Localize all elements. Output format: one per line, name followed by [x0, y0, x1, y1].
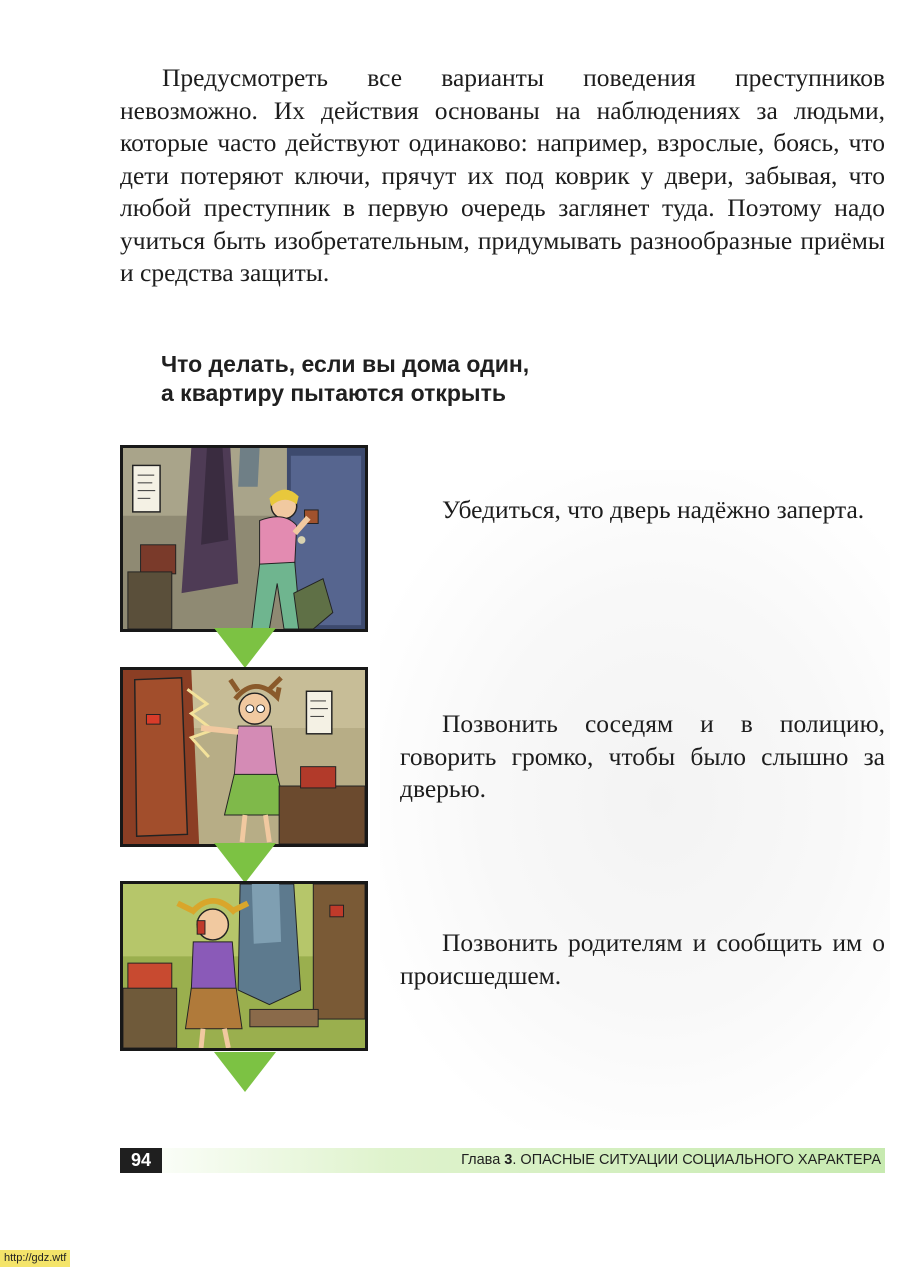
intro-paragraph-text: Предусмотреть все варианты поведения преступников невозможно. Их действия основаны на наблюдениях за людьми, которые часто действуют одинаково: например, взрослые, боясь, что дети потеряют ключи, прячут их под коврик у двери, забывая, что любой преступник в первую очередь заглянет туда. Поэтому надо учиться быть изобретательным, придумывать разнообразные приёмы и средства защиты. [120, 63, 885, 287]
step-2-text [400, 708, 885, 806]
watermark-link[interactable]: http://gdz.wtf [0, 1250, 70, 1267]
down-arrow-icon-2 [214, 843, 276, 883]
section-heading-line-1: Что делать, если вы дома один, [161, 351, 530, 377]
section-heading-line-2: а квартиру пытаются открыть [161, 380, 506, 406]
chapter-title [461, 1148, 881, 1173]
step-1-text [400, 494, 885, 527]
intro-paragraph [120, 62, 885, 290]
chapter-prefix: Глава [461, 1152, 505, 1168]
step-2-label: Позвонить соседям и в полицию, говорить громко, чтобы было слышно за дверью. [400, 709, 885, 803]
down-arrow-icon-3 [214, 1052, 276, 1092]
chapter-name: . ОПАСНЫЕ СИТУАЦИИ СОЦИАЛЬНОГО ХАРАКТЕРА [512, 1152, 881, 1168]
chapter-number: 3 [504, 1152, 513, 1168]
page-number: 94 [120, 1148, 162, 1173]
step-1-label: Убедиться, что дверь надёжно заперта. [442, 495, 865, 524]
illustration-call-parents [120, 881, 368, 1051]
step-3-label: Позвонить родителям и сообщить им о происшедшем. [400, 928, 885, 990]
illustration-call-neighbours [120, 667, 368, 847]
down-arrow-icon-1 [214, 628, 276, 668]
illustration-check-door [120, 445, 368, 632]
step-3-text [400, 927, 885, 992]
section-heading [161, 350, 721, 408]
page-footer [120, 1148, 885, 1173]
